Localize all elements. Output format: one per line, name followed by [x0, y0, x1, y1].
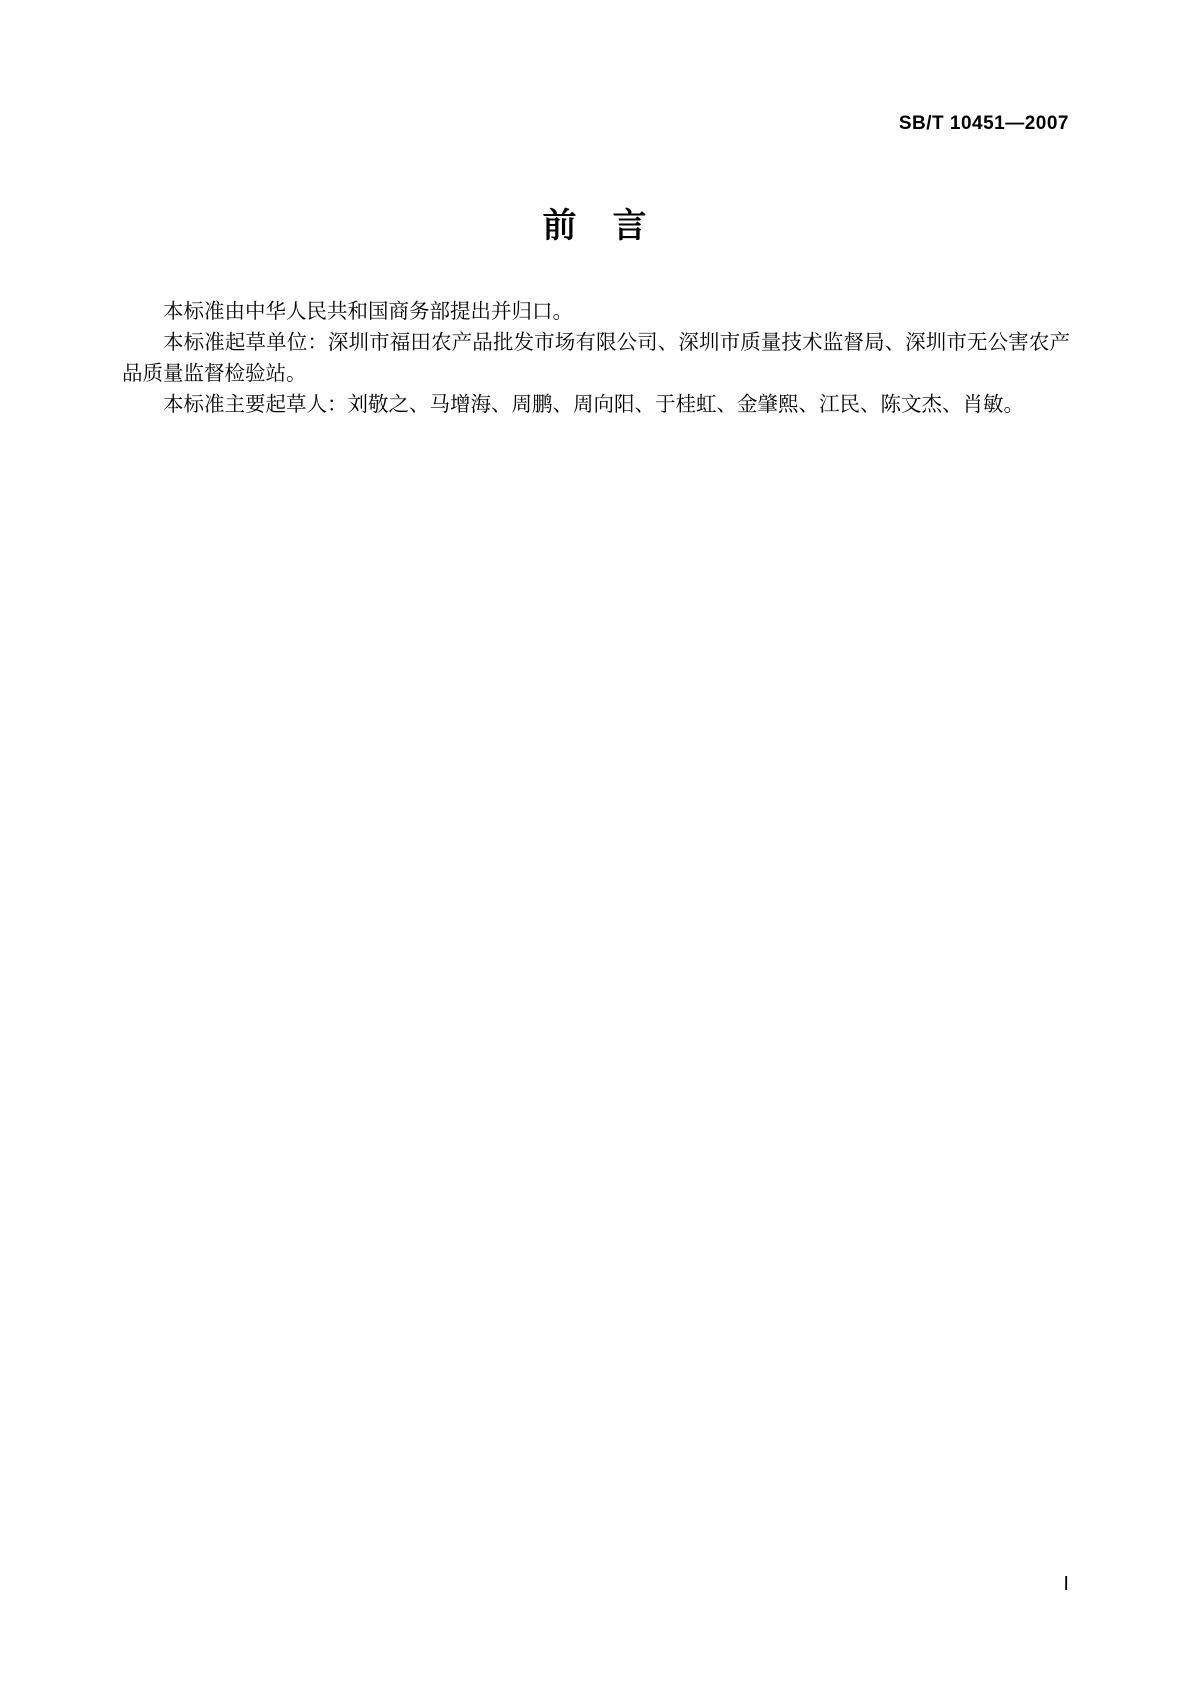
foreword-paragraph-2: 本标准起草单位：深圳市福田农产品批发市场有限公司、深圳市质量技术监督局、深圳市无公害农产品质量监督检验站。: [122, 330, 1070, 385]
foreword-paragraph-1: 本标准由中华人民共和国商务部提出并归口。: [163, 299, 573, 323]
foreword-paragraph-3: 本标准主要起草人：刘敬之、马增海、周鹏、周向阳、于桂虹、金肇熙、江民、陈文杰、肖敏。: [163, 392, 1024, 416]
foreword-body: [122, 296, 1070, 420]
page-number: Ⅰ: [1063, 1574, 1069, 1595]
standard-code-header: SB/T 10451—2007: [898, 113, 1069, 134]
page-title-char-2: 言: [612, 206, 649, 246]
page-title: [0, 198, 1191, 247]
page-title-char-1: 前: [542, 206, 579, 246]
